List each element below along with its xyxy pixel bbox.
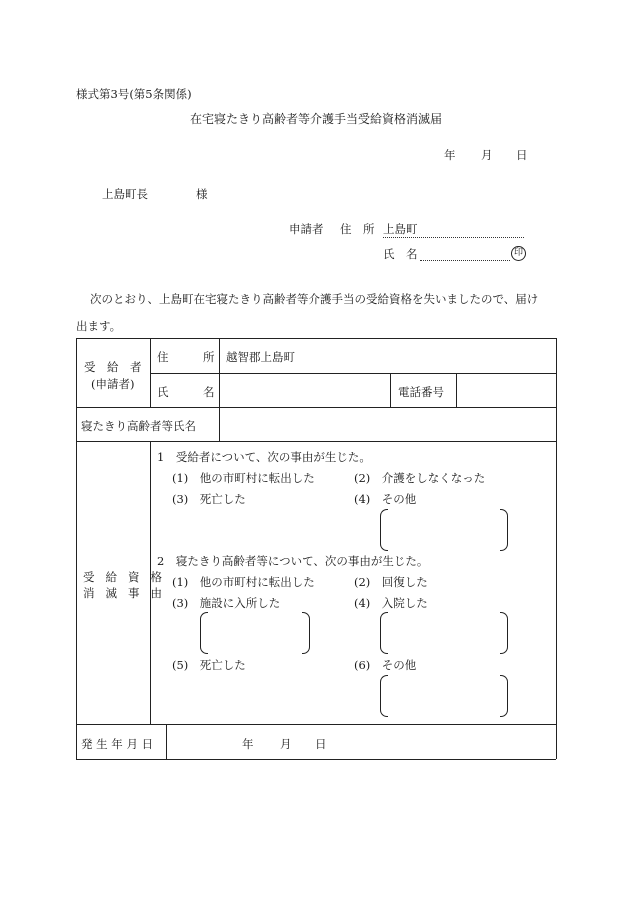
applicant-name-label: 氏 名 xyxy=(383,247,418,261)
applicant-name-field[interactable] xyxy=(420,246,510,261)
s2-option-5[interactable]: (5) 死亡した xyxy=(172,658,246,672)
s2-hospital-field[interactable] xyxy=(390,615,496,649)
occurrence-day-label: 日 xyxy=(315,737,327,751)
recipient-sub-label: (申請者) xyxy=(91,377,135,391)
s2-option-4[interactable]: (4) 入院した xyxy=(354,596,428,610)
s2-other-bracket-right xyxy=(500,675,508,717)
s1-other-bracket-right xyxy=(500,509,508,551)
occurrence-date-label: 発 生 年 月 日 xyxy=(81,737,154,751)
phone-label: 電話番号 xyxy=(398,385,444,399)
address-field[interactable]: 越智郡上島町 xyxy=(226,350,295,364)
s1-option-3[interactable]: (3) 死亡した xyxy=(172,492,246,506)
date-day-label: 日 xyxy=(516,148,528,162)
bedridden-name-label: 寝たきり高齢者等氏名 xyxy=(81,419,196,433)
address-label: 住 所 xyxy=(157,350,215,364)
phone-field[interactable] xyxy=(461,378,551,403)
applicant-address-label: 住 所 xyxy=(340,222,375,236)
occurrence-year-label: 年 xyxy=(242,737,254,751)
s2-facility-bracket-right xyxy=(302,612,310,654)
addressee-suffix: 様 xyxy=(196,187,208,201)
s2-hospital-bracket-left xyxy=(380,612,388,654)
s2-hospital-bracket-right xyxy=(500,612,508,654)
section-2-title: 2 寝たきり高齢者等について、次の事由が生じた。 xyxy=(157,554,429,568)
applicant-address-field[interactable]: 上島町 xyxy=(383,221,524,238)
s2-option-3[interactable]: (3) 施設に入所した xyxy=(172,596,281,610)
date-month-label: 月 xyxy=(481,148,493,162)
s2-facility-bracket-left xyxy=(200,612,208,654)
s1-other-bracket-left xyxy=(380,509,388,551)
statement-line-1: 次のとおり、上島町在宅寝たきり高齢者等介護手当の受給資格を失いましたので、届け xyxy=(90,292,539,306)
s2-option-2[interactable]: (2) 回復した xyxy=(354,575,428,589)
seal-mark: 印 xyxy=(511,246,526,261)
s2-other-field[interactable] xyxy=(390,678,496,712)
date-year-label: 年 xyxy=(444,148,456,162)
s2-facility-field[interactable] xyxy=(210,615,298,649)
s1-option-4[interactable]: (4) その他 xyxy=(354,492,417,506)
reason-label-line-2: 消滅事由 xyxy=(83,586,173,600)
s2-option-1[interactable]: (1) 他の市町村に転出した xyxy=(172,575,315,589)
s1-other-field[interactable] xyxy=(390,512,496,546)
bedridden-name-field[interactable] xyxy=(224,412,550,437)
form-title: 在宅寝たきり高齢者等介護手当受給資格消滅届 xyxy=(190,112,443,126)
addressee: 上島町長 xyxy=(102,187,148,201)
s1-option-2[interactable]: (2) 介護をしなくなった xyxy=(354,471,486,485)
s2-other-bracket-left xyxy=(380,675,388,717)
name-label: 氏 名 xyxy=(157,385,215,399)
reason-label-line-1: 受給資格 xyxy=(83,570,173,584)
applicant-label: 申請者 xyxy=(289,222,324,236)
s2-option-6[interactable]: (6) その他 xyxy=(354,658,417,672)
occurrence-month-label: 月 xyxy=(280,737,292,751)
section-1-title: 1 受給者について、次の事由が生じた。 xyxy=(157,450,371,464)
statement-line-2: 出ます。 xyxy=(76,319,122,333)
s1-option-1[interactable]: (1) 他の市町村に転出した xyxy=(172,471,315,485)
recipient-label: 受 給 者 xyxy=(84,360,142,374)
form-number: 様式第3号(第5条関係) xyxy=(76,87,192,101)
name-field[interactable] xyxy=(224,378,386,403)
